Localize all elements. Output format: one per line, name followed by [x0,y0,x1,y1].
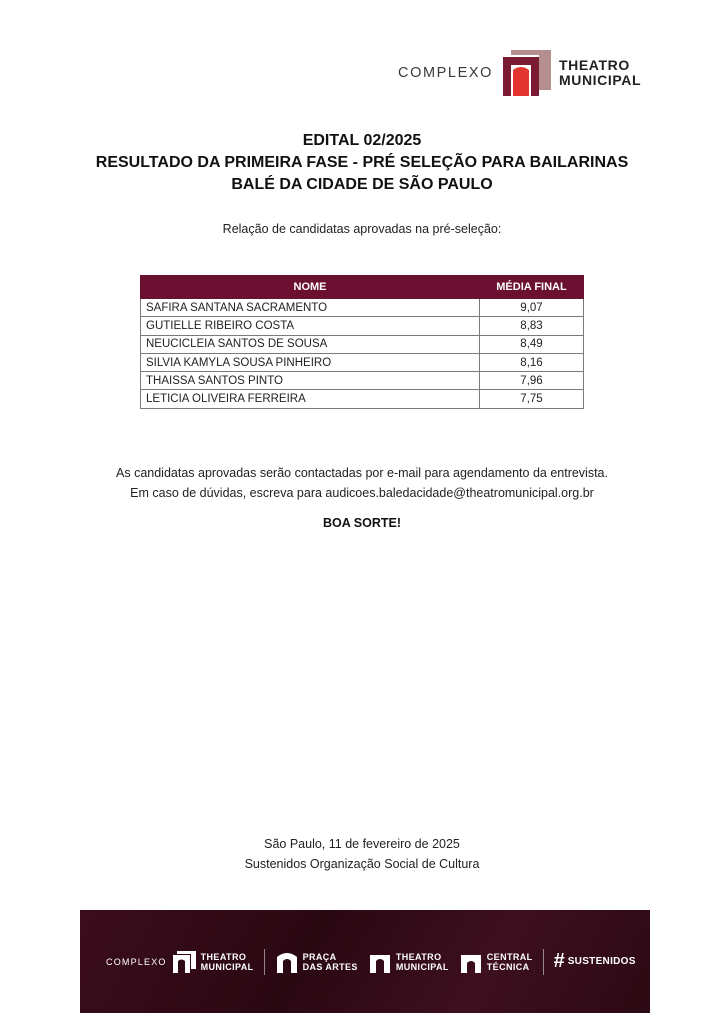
notes-line-2: Em caso de dúvidas, escreva para audicoes.baledacidade@theatromunicipal.org.br [130,486,594,500]
footer-sustenidos-label: SUSTENIDOS [567,956,636,967]
footer-theatro-logo-2 [368,951,449,973]
arch-icon [368,951,392,973]
header-brand-line1: THEATRO [559,57,630,73]
footer-banner [80,910,650,1013]
candidate-score: 8,16 [480,353,584,371]
footer-tm-line2: MUNICIPAL [200,961,254,972]
title-line-3: BALÉ DA CIDADE DE SÃO PAULO [231,176,493,193]
signature-org: Sustenidos Organização Social de Cultura [244,857,480,871]
closing-text: BOA SORTE! [322,516,401,530]
header-complexo-label: COMPLEXO [398,65,493,81]
candidate-name: LETICIA OLIVEIRA FERREIRA [141,390,480,408]
intro-text: Relação de candidatas aprovadas na pré-seleção: [222,222,502,236]
header-brand-line2: MUNICIPAL [559,72,642,88]
table-row [141,372,584,390]
column-header-score: MÉDIA FINAL [480,276,584,299]
footer-praca-logo [275,951,358,973]
footer-central-line1: CENTRAL [486,951,533,962]
theatro-municipal-logo-icon [173,951,197,973]
table-header-row [141,276,584,299]
footer-central-logo [459,951,533,973]
footer-central-line2: TÉCNICA [486,961,530,972]
title-line-2: RESULTADO DA PRIMEIRA FASE - PRÉ SELEÇÃO PARA BAILARINAS [95,154,629,171]
results-table [140,275,584,409]
footer-sustenidos-logo [554,950,636,973]
candidate-score: 8,83 [480,317,584,335]
candidate-score: 7,96 [480,372,584,390]
contact-notes [0,463,724,503]
header-brand [559,58,641,88]
document-title [0,130,724,196]
candidate-name: GUTIELLE RIBEIRO COSTA [141,317,480,335]
footer-tm2-line1: THEATRO [395,951,442,962]
footer-praca-line1: PRAÇA [302,951,337,962]
title-line-1: EDITAL 02/2025 [302,132,422,149]
notes-line-1: As candidatas aprovadas serão contactadas por e-mail para agendamento da entrevista. [116,466,608,480]
signature-block [0,834,724,874]
footer-divider [264,949,265,975]
arch-icon [459,951,483,973]
table-row [141,335,584,353]
table-row [141,317,584,335]
table-row [141,353,584,371]
hash-icon: # [553,950,565,972]
table-row [141,299,584,317]
footer-theatro-logo [173,951,254,973]
footer-tm-line1: THEATRO [200,951,247,962]
candidate-score: 8,49 [480,335,584,353]
candidate-score: 7,75 [480,390,584,408]
theatro-municipal-logo-icon [503,50,553,96]
candidate-name: SAFIRA SANTANA SACRAMENTO [141,299,480,317]
signature-date: São Paulo, 11 de fevereiro de 2025 [264,837,460,851]
footer-divider [543,949,544,975]
header-logo [398,50,641,96]
footer-complexo-label: COMPLEXO [106,956,167,967]
candidate-name: NEUCICLEIA SANTOS DE SOUSA [141,335,480,353]
table-row [141,390,584,408]
arch-icon [275,951,299,973]
column-header-name: NOME [141,276,480,299]
candidate-score: 9,07 [480,299,584,317]
footer-tm2-line2: MUNICIPAL [395,961,449,972]
footer-praca-line2: DAS ARTES [302,961,358,972]
candidate-name: THAISSA SANTOS PINTO [141,372,480,390]
candidate-name: SILVIA KAMYLA SOUSA PINHEIRO [141,353,480,371]
